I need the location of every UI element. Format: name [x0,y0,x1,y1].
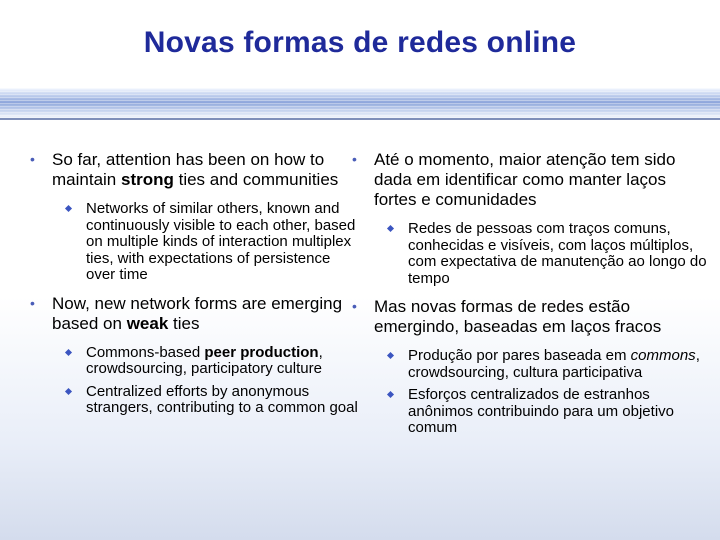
slide-title: Novas formas de redes online [143,26,577,59]
bullet-text: Até o momento, maior atenção tem sido dada em identificar como manter laços fortes e comunidades [374,150,676,209]
sub-bullet-text: Networks of similar others, known and continuously visible to each other, based on multiple kinds of interaction multiplex ties, with expectations of persistence over time [86,200,356,283]
left-bullet-strong-ties [30,150,360,190]
title-band-decoration [0,88,720,118]
right-column [352,150,707,437]
right-subbullet-redes [388,221,707,287]
sub-bullet-text: Commons-based peer production, crowdsourcing, participatory culture [86,343,323,377]
right-bullet-lacos-fracos [352,297,707,337]
bullet-dot-icon: • [30,294,35,311]
diamond-bullet-icon [387,225,394,232]
diamond-bullet-icon [387,391,394,398]
diamond-bullet-icon [65,205,72,212]
right-bullet-lacos-fortes [352,150,707,210]
diamond-bullet-icon [65,348,72,355]
sub-bullet-text: Centralized efforts by anonymous strangers, contributing to a common goal [86,382,358,416]
left-subbullet-networks [66,201,360,284]
title-band-divider [0,118,720,120]
sub-bullet-text: Esforços centralizados de estranhos anônimos contribuindo para um objetivo comum [408,386,674,436]
bullet-dot-icon: • [352,298,357,314]
diamond-bullet-icon [387,352,394,359]
left-bullet-weak-ties [30,294,360,334]
left-column [30,150,360,417]
left-subbullet-centralized-efforts [66,384,360,417]
bullet-text: Now, new network forms are emerging based on weak ties [52,293,343,333]
left-subbullet-peer-production [66,345,360,378]
bullet-dot-icon: • [352,151,357,167]
bullet-text: Mas novas formas de redes estão emergindo, baseadas em laços fracos [374,297,662,336]
bullet-text: So far, attention has been on how to maintain strong ties and communities [52,150,339,189]
right-subbullet-producao [388,348,707,381]
sub-bullet-text: Redes de pessoas com traços comuns, conhecidas e visíveis, com laços múltiplos, com expectativa de manutenção ao longo do tempo [408,220,707,287]
bullet-dot-icon: • [30,151,35,167]
right-subbullet-esforcos [388,387,707,437]
sub-bullet-text: Produção por pares baseada em commons, crowdsourcing, cultura participativa [408,347,700,381]
diamond-bullet-icon [65,387,72,394]
